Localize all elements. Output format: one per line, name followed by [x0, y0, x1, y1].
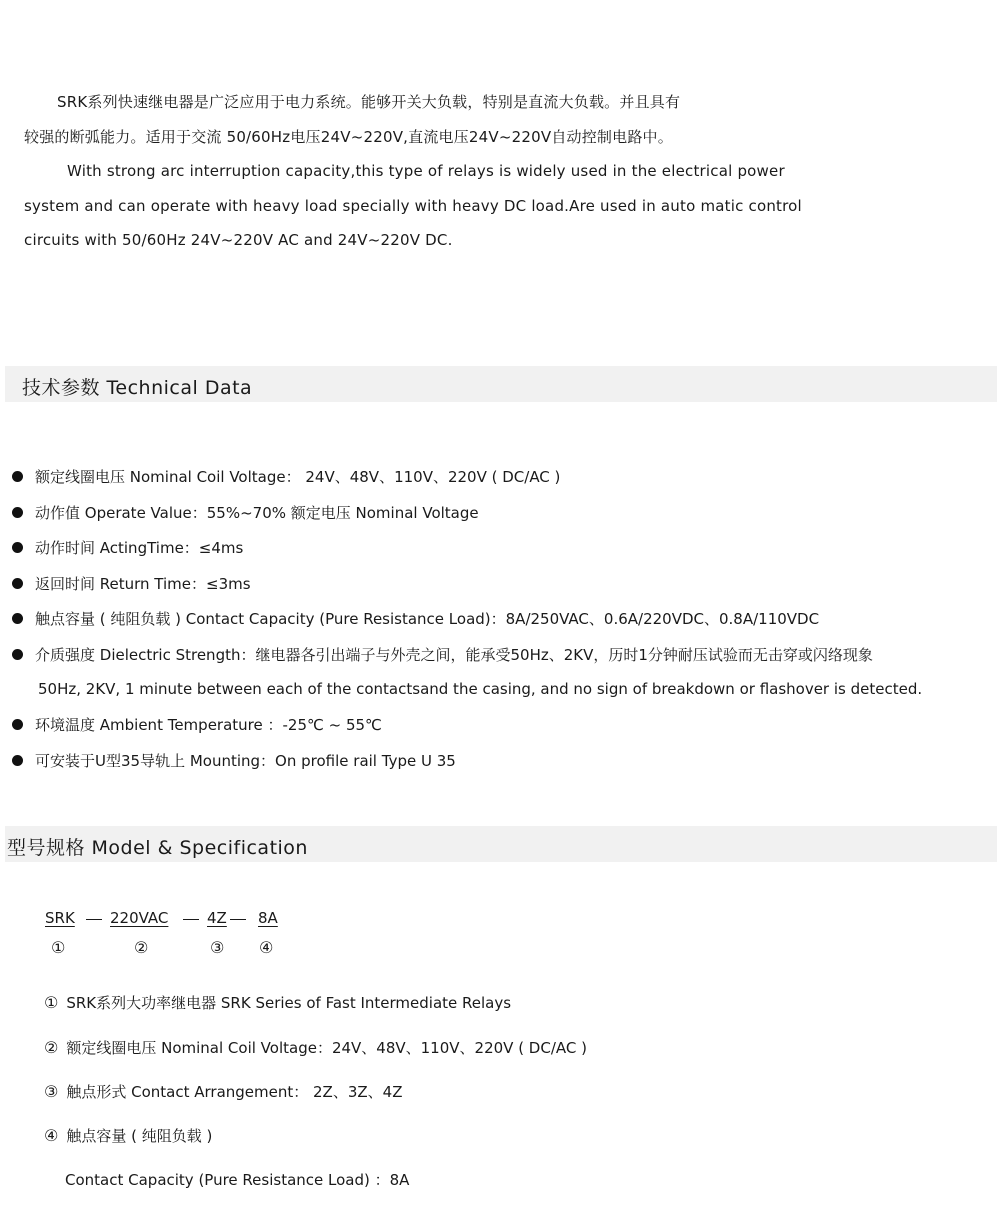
spec-number: ③ [44, 1082, 59, 1101]
model-code-dash [230, 919, 246, 920]
model-marker-1: ① [51, 938, 66, 957]
spec-item-series [44, 992, 511, 1013]
spec-text: 触点形式 Contact Arrangement： 2Z、3Z、4Z [66, 1083, 403, 1101]
spec-item-voltage [44, 1037, 587, 1058]
bullet-icon [12, 578, 23, 589]
spec-text: 额定线圈电压 Nominal Coil Voltage：24V、48V、110V、220V ( DC/AC ) [66, 1039, 587, 1057]
model-marker-2: ② [134, 938, 149, 957]
tech-item-ambient-temperature [12, 714, 382, 735]
tech-item-nominal-voltage [12, 466, 560, 487]
spec-text: 触点容量 ( 纯阻负载 ) [66, 1127, 213, 1145]
spec-item-contact-capacity-continuation: Contact Capacity (Pure Resistance Load) ：8A [65, 1171, 410, 1189]
intro-cn-line-2: 较强的断弧能力。适用于交流 50/60Hz电压24V~220V,直流电压24V~220V自动控制电路中。 [24, 128, 673, 146]
bullet-icon [12, 719, 23, 730]
bullet-icon [12, 755, 23, 766]
tech-item-text: 环境温度 Ambient Temperature ：-25℃ ~ 55℃ [35, 716, 382, 734]
tech-item-dielectric-strength [12, 644, 873, 665]
bullet-icon [12, 649, 23, 660]
model-code-series: SRK [45, 909, 75, 927]
model-section-title: 型号规格 Model & Specification [7, 837, 308, 859]
bullet-icon [12, 507, 23, 518]
tech-item-text: 额定线圈电压 Nominal Coil Voltage： 24V、48V、110V、220V ( DC/AC ) [35, 468, 561, 486]
model-marker-3: ③ [210, 938, 225, 957]
tech-item-text: 动作时间 ActingTime：≤4ms [35, 539, 244, 557]
intro-en-line-2: system and can operate with heavy load specially with heavy DC load.Are used in auto matic control [24, 197, 802, 215]
tech-item-text: 介质强度 Dielectric Strength：继电器各引出端子与外壳之间，能承受50Hz、2KV，历时1分钟耐压试验而无击穿或闪络现象 [35, 646, 873, 664]
spec-item-contact-arrangement [44, 1081, 402, 1102]
spec-number: ① [44, 993, 59, 1012]
model-code-voltage: 220VAC [110, 909, 169, 927]
spec-number: ④ [44, 1126, 59, 1145]
tech-item-text: 返回时间 Return Time：≤3ms [35, 575, 251, 593]
bullet-icon [12, 471, 23, 482]
model-code-dash [86, 919, 102, 920]
intro-en-line-3: circuits with 50/60Hz 24V~220V AC and 24V~220V DC. [24, 231, 453, 249]
model-code-dash [183, 919, 199, 920]
tech-item-text: 动作值 Operate Value：55%~70% 额定电压 Nominal Voltage [35, 504, 479, 522]
model-code-capacity: 8A [258, 909, 278, 927]
tech-item-return-time [12, 573, 251, 594]
tech-item-dielectric-continuation: 50Hz, 2KV, 1 minute between each of the contactsand the casing, and no sign of breakdown or flashover is detected. [38, 680, 923, 698]
intro-cn-line-1: SRK系列快速继电器是广泛应用于电力系统。能够开关大负载，特别是直流大负载。并且具有 [57, 93, 681, 111]
bullet-icon [12, 542, 23, 553]
model-code-contact: 4Z [207, 909, 227, 927]
technical-section-title: 技术参数 Technical Data [22, 377, 253, 399]
tech-item-text: 触点容量 ( 纯阻负载 ) Contact Capacity (Pure Resistance Load)：8A/250VAC、0.6A/220VDC、0.8A/110VDC [35, 610, 820, 628]
intro-en-line-1: With strong arc interruption capacity,this type of relays is widely used in the electrical power [67, 162, 785, 180]
tech-item-contact-capacity [12, 608, 819, 629]
model-marker-4: ④ [259, 938, 274, 957]
tech-item-acting-time [12, 537, 243, 558]
tech-item-mounting [12, 750, 456, 771]
spec-item-contact-capacity [44, 1125, 212, 1146]
spec-text: SRK系列大功率继电器 SRK Series of Fast Intermediate Relays [66, 994, 512, 1012]
tech-item-operate-value [12, 502, 479, 523]
bullet-icon [12, 613, 23, 624]
tech-item-text: 可安装于U型35导轨上 Mounting：On profile rail Type U 35 [35, 752, 456, 770]
spec-number: ② [44, 1038, 59, 1057]
